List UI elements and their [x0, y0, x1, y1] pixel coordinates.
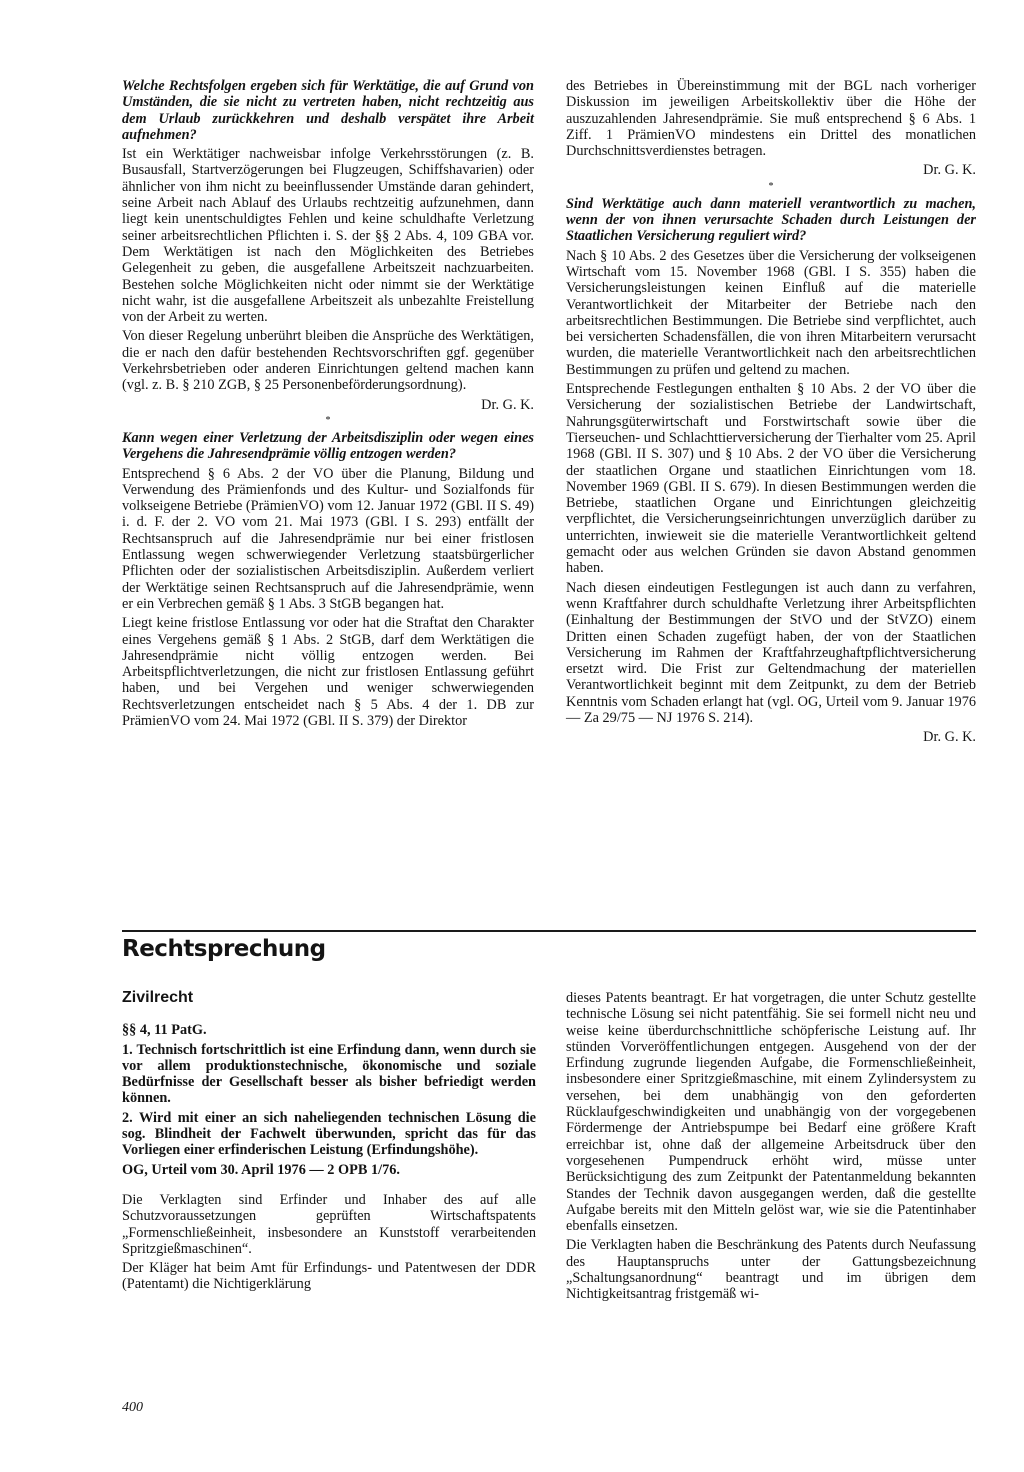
bottom-left-column: [122, 990, 536, 1296]
signature-1: Dr. G. K.: [481, 396, 534, 413]
answer-2-paragraph-1: Entsprechend § 6 Abs. 2 der VO über die Planung, Bildung und Verwendung des Prämienfonds und des Kultur- und Sozialfonds für volkseigene Betriebe (PrämienVO) vom 12. Januar 1972 (GBl. II S. 49) i. d. F. der 2. VO vom 21. Mai 1973 (GBl. I S. 293) entfällt der Rechtsanspruch auf die Jahresendprämie nur bei einer fristlosen Entlassung wegen schwerwiegender Verletzung staatsbürgerlicher Pflichten oder der sozialistischen Arbeitsdisziplin. Außerdem verliert der Werktätige seinen Rechtsanspruch auf die Jahresendprämie, wenn er ein Verbrechen gemäß § 1 Abs. 3 StGB begangen hat.: [122, 465, 534, 612]
case-paragraph-3: dieses Patents beantragt. Er hat vorgetragen, die unter Schutz gestellte technische Lösung sei nicht patentfähig. Sie sei formell nicht neu und weise keine überdurchschnittliche schöpferische Leistung auf. Ihr stünden Vorveröffentlichungen entgegen. Ausgehend von der der Erfindung zugrunde liegenden Aufgabe, die Formenschließeinheit, insbesondere einer Spritzgießmaschine, mit einem Zylindersystem zu versehen, bei dem unabhängig von den geforderten Rücklaufgeschwindigkeiten und unabhängig von der vorgegebenen Fördermenge der Antriebspumpe bei Bedarf eine größere Kraft erreichbar ist, ohne daß der allgemeine Arbeitsdruck über den vorgesehenen Pumpendruck erhöht wird, müsse unter Berücksichtigung des zum Zeitpunkt der Patentanmeldung bekannten Standes der Technik davon ausgegangen werden, daß die gestellte Aufgabe bereits mit den Mitteln gelöst war, wie sie die Patentinhaber ebenfalls einsetzen.: [566, 990, 976, 1235]
case-paragraph-1: Die Verklagten sind Erfinder und Inhaber des auf alle Schutzvoraussetzungen geprüften Wirtschaftspatents „Formenschließeinheit, insbesondere an Kunststoff verarbeitenden Spritzgießmaschinen“.: [122, 1191, 536, 1257]
court-citation: OG, Urteil vom 30. April 1976 — 2 OPB 1/76.: [122, 1161, 400, 1178]
headnote-1: 1. Technisch fortschrittlich ist eine Erfindung dann, wenn durch sie vor allem produktionstechnische, ökonomische und soziale Bedürfnisse der Gesellschaft besser als bisher befriedigt werden können.: [122, 1041, 536, 1107]
case-paragraph-2: Der Kläger hat beim Amt für Erfindungs- und Patentwesen der DDR (Patentamt) die Nichtigerklärung: [122, 1260, 536, 1293]
answer-2-paragraph-3: des Betriebes in Übereinstimmung mit der BGL nach vorheriger Diskussion im jeweiligen Arbeitskollektiv über die Höhe der auszuzahlenden Jahresendprämie. Sie muß entsprechend § 6 Abs. 1 Ziff. 1 PrämienVO mindestens ein Drittel des monatlichen Durchschnittsverdienstes betragen.: [566, 78, 976, 160]
answer-3-paragraph-1: Nach § 10 Abs. 2 des Gesetzes über die Versicherung der volkseigenen Wirtschaft vom 15. November 1968 (GBl. I S. 355) haben die Versicherungsleistungen keinen Einfluß auf die materielle Verantwortlichkeit der Mitarbeiter der Betriebe nach den arbeitsrechtlichen Bestimmungen. Die Betriebe sind verpflichtet, auch bei versicherten Schadensfällen, die von ihren Mitarbeitern verursacht wurden, die materielle Verantwortlichkeit nach den arbeitsrechtlichen Bestimmungen zu prüfen und geltend zu machen.: [566, 247, 976, 378]
case-paragraph-4: Die Verklagten haben die Beschränkung des Patents durch Neufassung des Hauptanspruchs unter der Gattungsbezeichnung „Schaltungsanordnung“ beantragt und im übrigen dem Nichtigkeitsantrag fristgemäß wi-: [566, 1237, 976, 1303]
top-right-column: [566, 78, 976, 749]
top-left-column: [122, 78, 534, 732]
answer-3-paragraph-3: Nach diesen eindeutigen Festlegungen ist auch dann zu verfahren, wenn Kraftfahrer durch schuldhafte Verletzung ihrer Arbeitspflichten (Einhaltung der Bestimmungen der StVO und der StVZO) einem Dritten einen Schaden zugefügt haben, der von der Staatlichen Versicherung im Rahmen der Kraftfahrzeughaftpflichtversicherung ersetzt wird. Die Frist zur Geltendmachung der materiellen Verantwortlichkeit beginnt mit dem Zeitpunkt, zu dem der Betrieb Kenntnis vom Schaden erlangt hat (vgl. OG, Urteil vom 9. Januar 1976 — Za 29/75 — NJ 1976 S. 214).: [566, 579, 976, 726]
signature-3: Dr. G. K.: [923, 729, 976, 746]
answer-3-paragraph-2: Entsprechende Festlegungen enthalten § 10 Abs. 2 der VO über die Versicherung der sozialistischen Betriebe der Landwirtschaft, Nahrungsgüterwirtschaft und Forstwirtschaft sowie über die Tierseuchen- und Schlachttierversicherung der Tierhalter vom 25. April 1968 (GBl. II S. 307) und § 10 Abs. 2 der VO über die Versicherung der staatlichen Organe und staatlichen Einrichtungen vom 18. November 1969 (GBl. II S. 679). In diesen Bestimmungen werden die Betriebe, staatlichen Organe und Einrichtungen gleichzeitig verpflichtet, die Versicherungseinrichtungen unverzüglich darüber zu unterrichten, inwieweit sie die materielle Verantwortlichkeit geltend gemacht oder aus welchen Gründen sie davon Abstand genommen haben.: [566, 381, 976, 577]
section-rule: [122, 930, 976, 932]
signature-2: Dr. G. K.: [923, 162, 976, 179]
norm-reference: §§ 4, 11 PatG.: [122, 1022, 207, 1039]
question-1: Welche Rechtsfolgen ergeben sich für Werktätige, die auf Grund von Umständen, die sie nicht zu vertreten haben, nicht rechtzeitig aus dem Urlaub zurückkehren und deshalb verspätet ihre Arbeit aufnehmen?: [122, 78, 534, 143]
question-2: Kann wegen einer Verletzung der Arbeitsdisziplin oder wegen eines Vergehens die Jahresendprämie völlig entzogen werden?: [122, 429, 534, 463]
bottom-right-column: [566, 990, 976, 1306]
answer-2-paragraph-2: Liegt keine fristlose Entlassung vor oder hat die Straftat den Charakter eines Vergehens gemäß § 1 Abs. 2 StGB, darf dem Werktätigen die Jahresendprämie nicht völlig entzogen werden. Bei Arbeitspflichtverletzungen, die nicht zur fristlosen Entlassung geführt haben, und bei Vergehen und weniger schwerwiegenden Rechtsverletzungen entscheidet nach § 5 Abs. 4 der 1. DB zur PrämienVO vom 24. Mai 1972 (GBl. II S. 379) der Direktor: [122, 615, 534, 729]
answer-1-paragraph-2: Von dieser Regelung unberührt bleiben die Ansprüche des Werktätigen, die er nach den dafür bestehenden Rechtsvorschriften ggf. gegenüber Verkehrsbetrieben oder anderen Einrichtungen geltend machen kann (vgl. z. B. § 210 ZGB, § 25 Personenbeförderungsordnung).: [122, 328, 534, 394]
subsection-title: Zivilrecht: [122, 989, 194, 1006]
page-number: 400: [122, 1400, 143, 1415]
section-title: Rechtsprechung: [122, 936, 326, 962]
headnote-2: 2. Wird mit einer an sich naheliegenden technischen Lösung die sog. Blindheit der Fachwelt überwunden, spricht das für das Vorliegen einer erfinderischen Leistung (Erfindungshöhe).: [122, 1109, 536, 1159]
separator-star-2: *: [768, 180, 774, 192]
question-3: Sind Werktätige auch dann materiell verantwortlich zu machen, wenn der von ihnen verursachte Schaden durch Leistungen der Staatlichen Versicherung reguliert wird?: [566, 195, 976, 245]
separator-star-1: *: [325, 414, 331, 426]
answer-1-paragraph-1: Ist ein Werktätiger nachweisbar infolge Verkehrsstörungen (z. B. Busausfall, Startverzögerungen bei Flugzeugen, Schiffshavarien) oder ähnlicher von ihm nicht zu beeinflussender Umstände daran gehindert, seine Arbeit nach Ablauf des Urlaubs rechtzeitig aufzunehmen, dann liegt kein unentschuldigtes Fehlen und keine schuldhafte Verletzung seiner arbeitsrechtlichen Pflichten i. S. der §§ 2 Abs. 4, 109 GBA vor. Dem Werktätigen ist nach den Möglichkeiten des Betriebes Gelegenheit zu geben, die ausgefallene Arbeitszeit nachzuarbeiten. Bestehen solche Möglichkeiten nicht oder nimmt sie der Werktätige nicht wahr, ist die ausgefallene Arbeitszeit als unbezahlte Freistellung von der Arbeit zu werten.: [122, 146, 534, 326]
